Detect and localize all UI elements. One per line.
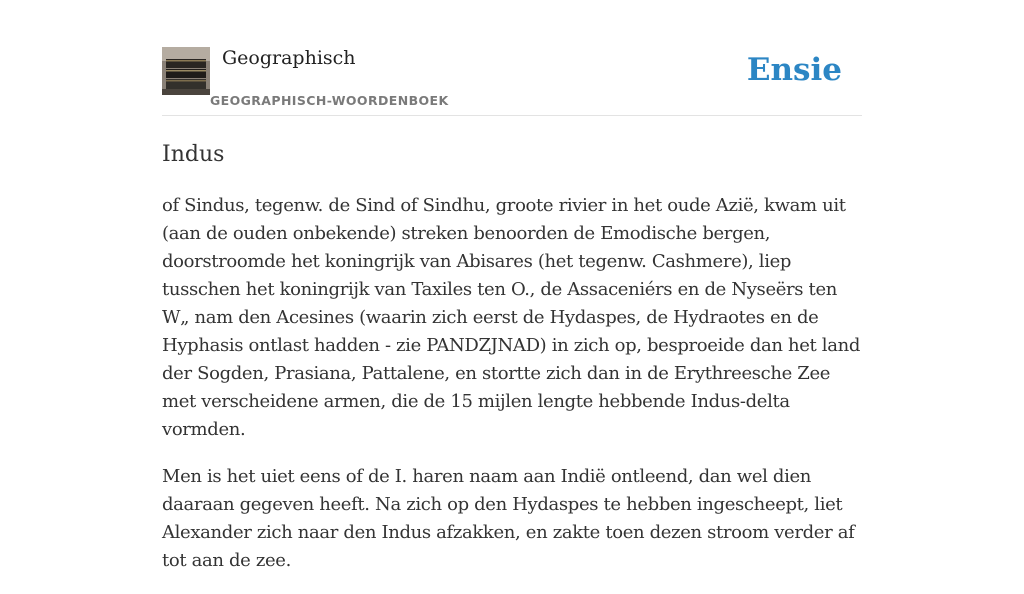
- source-header: [162, 46, 862, 116]
- article-body: [162, 192, 864, 594]
- ensie-logo-link[interactable]: Ensie: [746, 52, 842, 88]
- article-title: Indus: [162, 142, 225, 167]
- article-paragraph: of Sindus, tegenw. de Sind of Sindhu, groote rivier in het oude Azië, kwam uit (aan de ouden onbekende) streken benoorden de Emodische bergen, doorstroomde het koningrijk van Abisares (het tegenw. Cashmere), liep tusschen het koningrijk van Taxiles ten O., de Assaceniérs en de Nyseërs ten W„ nam den Acesines (waarin zich eerst de Hydaspes, de Hydraotes en de Hyphasis ontlast hadden - zie PANDZJNAD) in zich op, besproeide dan het land der Sogden, Prasiana, Pattalene, en stortte zich dan in de Erythreesche Zee met verscheidene armen, die de 15 mijlen lengte hebbende Indus-delta vormden.: [162, 195, 861, 440]
- source-name-link[interactable]: Geographisch: [222, 47, 356, 69]
- source-slug-label: GEOGRAPHISCH-WOORDENBOEK: [210, 93, 449, 108]
- article-paragraph: Men is het uiet eens of de I. haren naam aan Indië ontleend, dan wel dien daaraan gegeven heeft. Na zich op den Hydaspes te hebben ingescheept, liet Alexander zich naar den Indus afzakken, en zakte toen dezen stroom verder af tot aan de zee.: [162, 466, 855, 571]
- source-avatar-icon[interactable]: [162, 47, 210, 95]
